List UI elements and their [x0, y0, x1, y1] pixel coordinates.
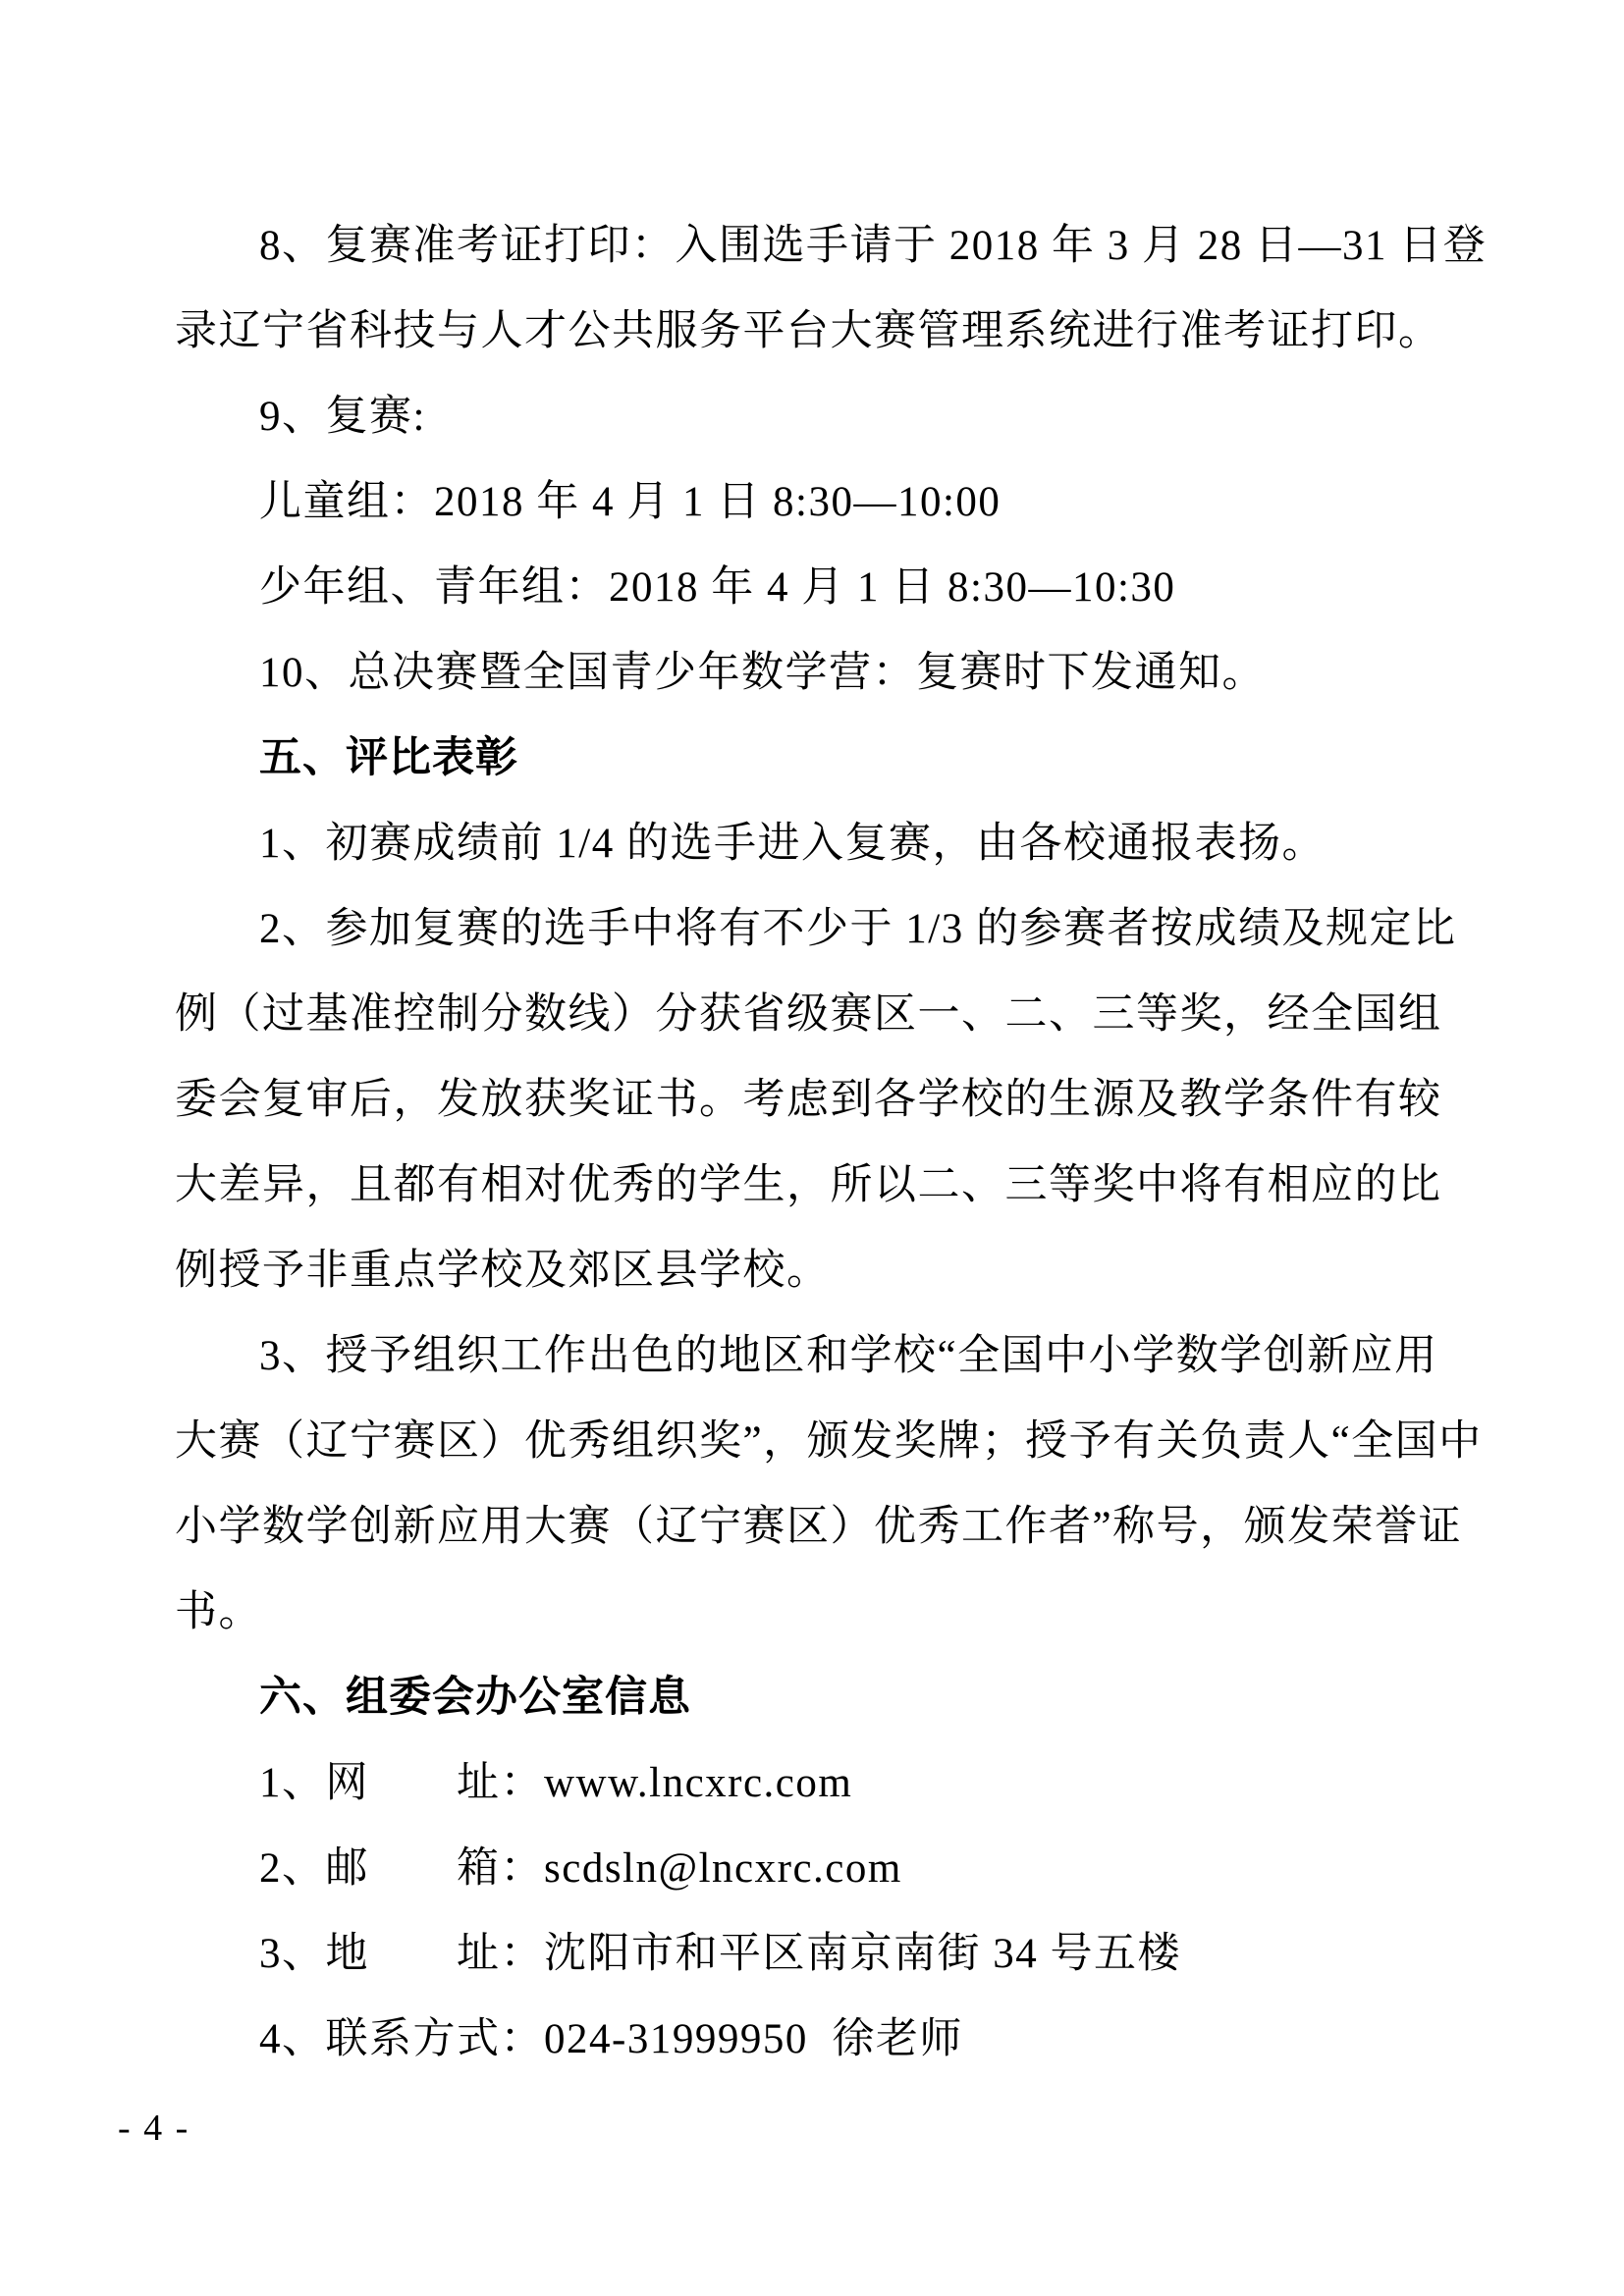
line-office-address: 3、地 址：沈阳市和平区南京南街 34 号五楼: [259, 1931, 1181, 1977]
line-office-email: 2、邮 箱：scdsln@lncxrc.com: [259, 1845, 902, 1892]
line-children-group-time: 儿童组：2018 年 4 月 1 日 8:30—10:00: [259, 479, 1001, 525]
line-award-item3-2: 大赛（辽宁赛区）优秀组织奖”，颁发奖牌；授予有关负责人“全国中: [175, 1418, 1483, 1465]
line-junior-youth-group-time: 少年组、青年组：2018 年 4 月 1 日 8:30—10:30: [259, 564, 1176, 611]
line-award-item2-5: 例授予非重点学校及郊区县学校。: [175, 1248, 831, 1294]
line-award-item1: 1、初赛成绩前 1/4 的选手进入复赛，由各校通报表扬。: [259, 821, 1326, 867]
heading-section5-commendation: 五、评比表彰: [259, 734, 518, 781]
line-item10-final: 10、总决赛暨全国青少年数学营：复赛时下发通知。: [259, 650, 1266, 696]
line-office-contact: 4、联系方式：024-31999950 徐老师: [259, 2016, 963, 2062]
heading-section6-office-info: 六、组委会办公室信息: [259, 1674, 691, 1721]
line-award-item3-1: 3、授予组织工作出色的地区和学校“全国中小学数学创新应用: [259, 1333, 1438, 1379]
line-item9-resit: 9、复赛:: [259, 394, 426, 440]
line-award-item2-4: 大差异，且都有相对优秀的学生，所以二、三等奖中将有相应的比: [175, 1162, 1442, 1208]
line-office-website: 1、网 址：www.lncxrc.com: [259, 1760, 853, 1806]
line-award-item3-4: 书。: [175, 1589, 262, 1635]
line-item8-print-1: 8、复赛准考证打印：入围选手请于 2018 年 3 月 28 日—31 日登: [259, 223, 1488, 269]
line-item8-print-2: 录辽宁省科技与人才公共服务平台大赛管理系统进行准考证打印。: [175, 308, 1442, 354]
line-award-item2-1: 2、参加复赛的选手中将有不少于 1/3 的参赛者按成绩及规定比: [259, 906, 1457, 952]
document-body: [175, 203, 1488, 2082]
line-award-item3-3: 小学数学创新应用大赛（辽宁赛区）优秀工作者”称号，颁发荣誉证: [175, 1504, 1463, 1550]
page-number: - 4 -: [118, 2108, 190, 2149]
line-award-item2-3: 委会复审后，发放获奖证书。考虑到各学校的生源及教学条件有较: [175, 1077, 1442, 1123]
line-award-item2-2: 例（过基准控制分数线）分获省级赛区一、二、三等奖，经全国组: [175, 991, 1442, 1038]
